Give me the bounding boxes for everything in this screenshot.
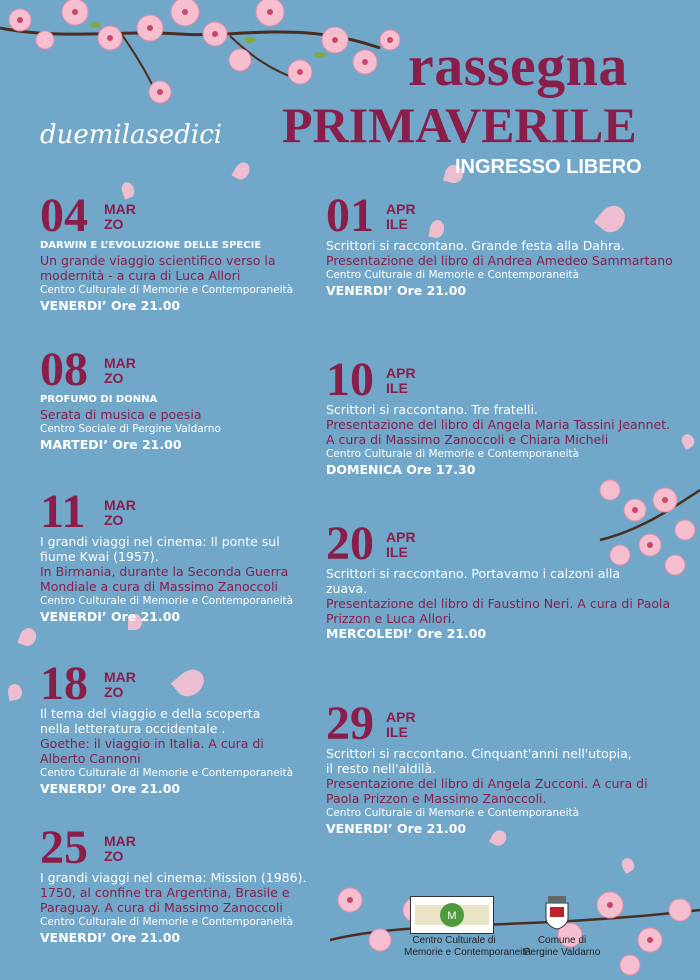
event-month-bottom: ZO <box>104 370 124 386</box>
event-day: 04 <box>40 189 88 242</box>
event-month-bottom: ILE <box>386 544 408 560</box>
petal-decoration <box>231 160 252 183</box>
event-month-top: MAR <box>104 669 136 685</box>
event-day: 08 <box>40 343 88 396</box>
event-line: Paola Prizzon e Massimo Zanoccoli. <box>326 791 547 806</box>
event-line: VENERDI’ Ore 21.00 <box>40 298 181 313</box>
event-day: 20 <box>326 517 374 570</box>
event-line: il resto nell'aldilà. <box>326 761 437 776</box>
event-line: VENERDI’ Ore 21.00 <box>40 609 181 624</box>
event-month-bottom: ILE <box>386 380 408 396</box>
event-line: PROFUMO DI DONNA <box>40 394 158 405</box>
event-description <box>326 566 670 641</box>
event-month-top: APR <box>386 529 416 545</box>
petal-decoration <box>7 683 24 701</box>
event-line: nella letteratura occidentale . <box>40 721 226 736</box>
event-line: Centro Culturale di Memorie e Contemporaneità <box>40 284 294 296</box>
cultural-center-logo <box>410 896 494 934</box>
event-line: MARTEDI’ Ore 21.00 <box>40 437 182 452</box>
event-line: Serata di musica e poesia <box>40 407 202 422</box>
event-month-top: MAR <box>104 355 136 371</box>
event-month-bottom: ILE <box>386 216 408 232</box>
event-day: 25 <box>40 821 88 874</box>
event-day: 29 <box>326 697 374 750</box>
event-line: Centro Culturale di Memorie e Contemporaneità <box>40 595 294 607</box>
event-line: In Birmania, durante la Seconda Guerra <box>40 564 289 579</box>
event-line: Presentazione del libro di Faustino Neri. A cura di Paola <box>326 596 671 611</box>
event-line: I grandi viaggi nel cinema: Mission (1986). <box>40 870 307 885</box>
logo2-line2: Pergine Valdarno <box>523 947 601 958</box>
event-description <box>326 238 673 298</box>
logo1-line2: Memorie e Contemporaneità <box>404 947 531 958</box>
event-day: 11 <box>40 485 86 538</box>
event-month-top: APR <box>386 709 416 725</box>
title-rassegna: rassegna <box>408 33 628 98</box>
event-description <box>40 870 306 945</box>
event-line: VENERDI’ Ore 21.00 <box>326 283 467 298</box>
event-month-bottom: ZO <box>104 512 124 528</box>
comune-crest-icon <box>544 896 570 930</box>
event-month-bottom: ZO <box>104 848 124 864</box>
event-line: Goethe: il viaggio in Italia. A cura di <box>40 736 264 751</box>
event-line: Prizzon e Luca Allori. <box>326 611 456 626</box>
event-description <box>40 534 293 624</box>
event-line: Centro Culturale di Memorie e Contemporaneità <box>40 916 294 928</box>
event-line: A cura di Massimo Zanoccoli e Chiara Micheli <box>326 432 609 447</box>
event-line: zuava. <box>326 581 368 596</box>
event-line: Centro Sociale di Pergine Valdarno <box>40 423 221 435</box>
event-line: Centro Culturale di Memorie e Contemporaneità <box>326 269 580 281</box>
event-line: Scrittori si raccontano. Cinquant'anni nell'utopia, <box>326 746 632 761</box>
event-line: I grandi viaggi nel cinema: Il ponte sul <box>40 534 280 549</box>
event-line: Presentazione del libro di Angela Maria Tassini Jeannet. <box>326 417 671 432</box>
event-month-top: APR <box>386 201 416 217</box>
logo1-line1: Centro Culturale di <box>412 935 496 946</box>
event-month-top: APR <box>386 365 416 381</box>
petal-decoration <box>429 219 446 239</box>
event-line: Presentazione del libro di Andrea Amedeo Sammartano <box>326 253 673 268</box>
year-label: duemilasedici <box>40 120 223 150</box>
event-line: MERCOLEDI’ Ore 21.00 <box>326 626 487 641</box>
event-description <box>40 706 293 796</box>
event-line: Paraguay. A cura di Massimo Zanoccoli <box>40 900 283 915</box>
petal-decoration <box>594 201 630 238</box>
event-line: VENERDI’ Ore 21.00 <box>40 781 181 796</box>
event-line: modernità - a cura di Luca Allori <box>40 268 241 283</box>
event-month-bottom: ILE <box>386 724 408 740</box>
event-line: VENERDI’ Ore 21.00 <box>326 821 467 836</box>
event-line: 1750, al confine tra Argentina, Brasile e <box>40 885 290 900</box>
free-entry-label: INGRESSO LIBERO <box>455 156 642 178</box>
event-line: Presentazione del libro di Angela Zucconi. A cura di <box>326 776 648 791</box>
petal-decoration <box>619 856 636 874</box>
event-month-bottom: ZO <box>104 216 124 232</box>
event-description <box>40 392 221 452</box>
event-description <box>326 746 648 836</box>
cherry-blossom-bottom-branch <box>330 880 700 980</box>
event-line: Scrittori si raccontano. Portavamo i calzoni alla <box>326 566 620 581</box>
event-line: Centro Culturale di Memorie e Contemporaneità <box>40 767 294 779</box>
event-month-top: MAR <box>104 833 136 849</box>
petal-decoration <box>120 180 137 199</box>
event-month-top: MAR <box>104 201 136 217</box>
event-month-bottom: ZO <box>104 684 124 700</box>
event-line: fiume Kwai (1957). <box>40 549 159 564</box>
event-line: Centro Culturale di Memorie e Contemporaneità <box>326 448 580 460</box>
event-line: Scrittori si raccontano. Tre fratelli. <box>326 402 538 417</box>
event-line: Scrittori si raccontano. Grande festa alla Dahra. <box>326 238 625 253</box>
event-line: Un grande viaggio scientifico verso la <box>40 253 276 268</box>
logo2-line1: Comune di <box>537 935 587 946</box>
event-description <box>40 238 293 313</box>
petal-decoration <box>171 664 209 702</box>
event-day: 01 <box>326 189 374 242</box>
event-line: DOMENICA Ore 17.30 <box>326 462 476 477</box>
event-day: 18 <box>40 657 88 710</box>
event-line: Alberto Cannoni <box>40 751 141 766</box>
event-month-top: MAR <box>104 497 136 513</box>
comune-caption <box>520 935 604 959</box>
event-line: Mondiale a cura di Massimo Zanoccoli <box>40 579 279 594</box>
event-description <box>326 402 670 477</box>
event-day: 10 <box>326 353 374 406</box>
event-line: DARWIN E L’EVOLUZIONE DELLE SPECIE <box>40 240 262 251</box>
petal-decoration <box>679 432 696 450</box>
event-line: Centro Culturale di Memorie e Contemporaneità <box>326 807 580 819</box>
event-line: VENERDI’ Ore 21.00 <box>40 930 181 945</box>
petal-decoration <box>17 626 38 648</box>
event-line: Il tema del viaggio e della scoperta <box>40 706 261 721</box>
title-primaverile: PRIMAVERILE <box>282 97 637 153</box>
svg-text:M: M <box>447 910 457 922</box>
cultural-center-caption <box>404 935 531 959</box>
